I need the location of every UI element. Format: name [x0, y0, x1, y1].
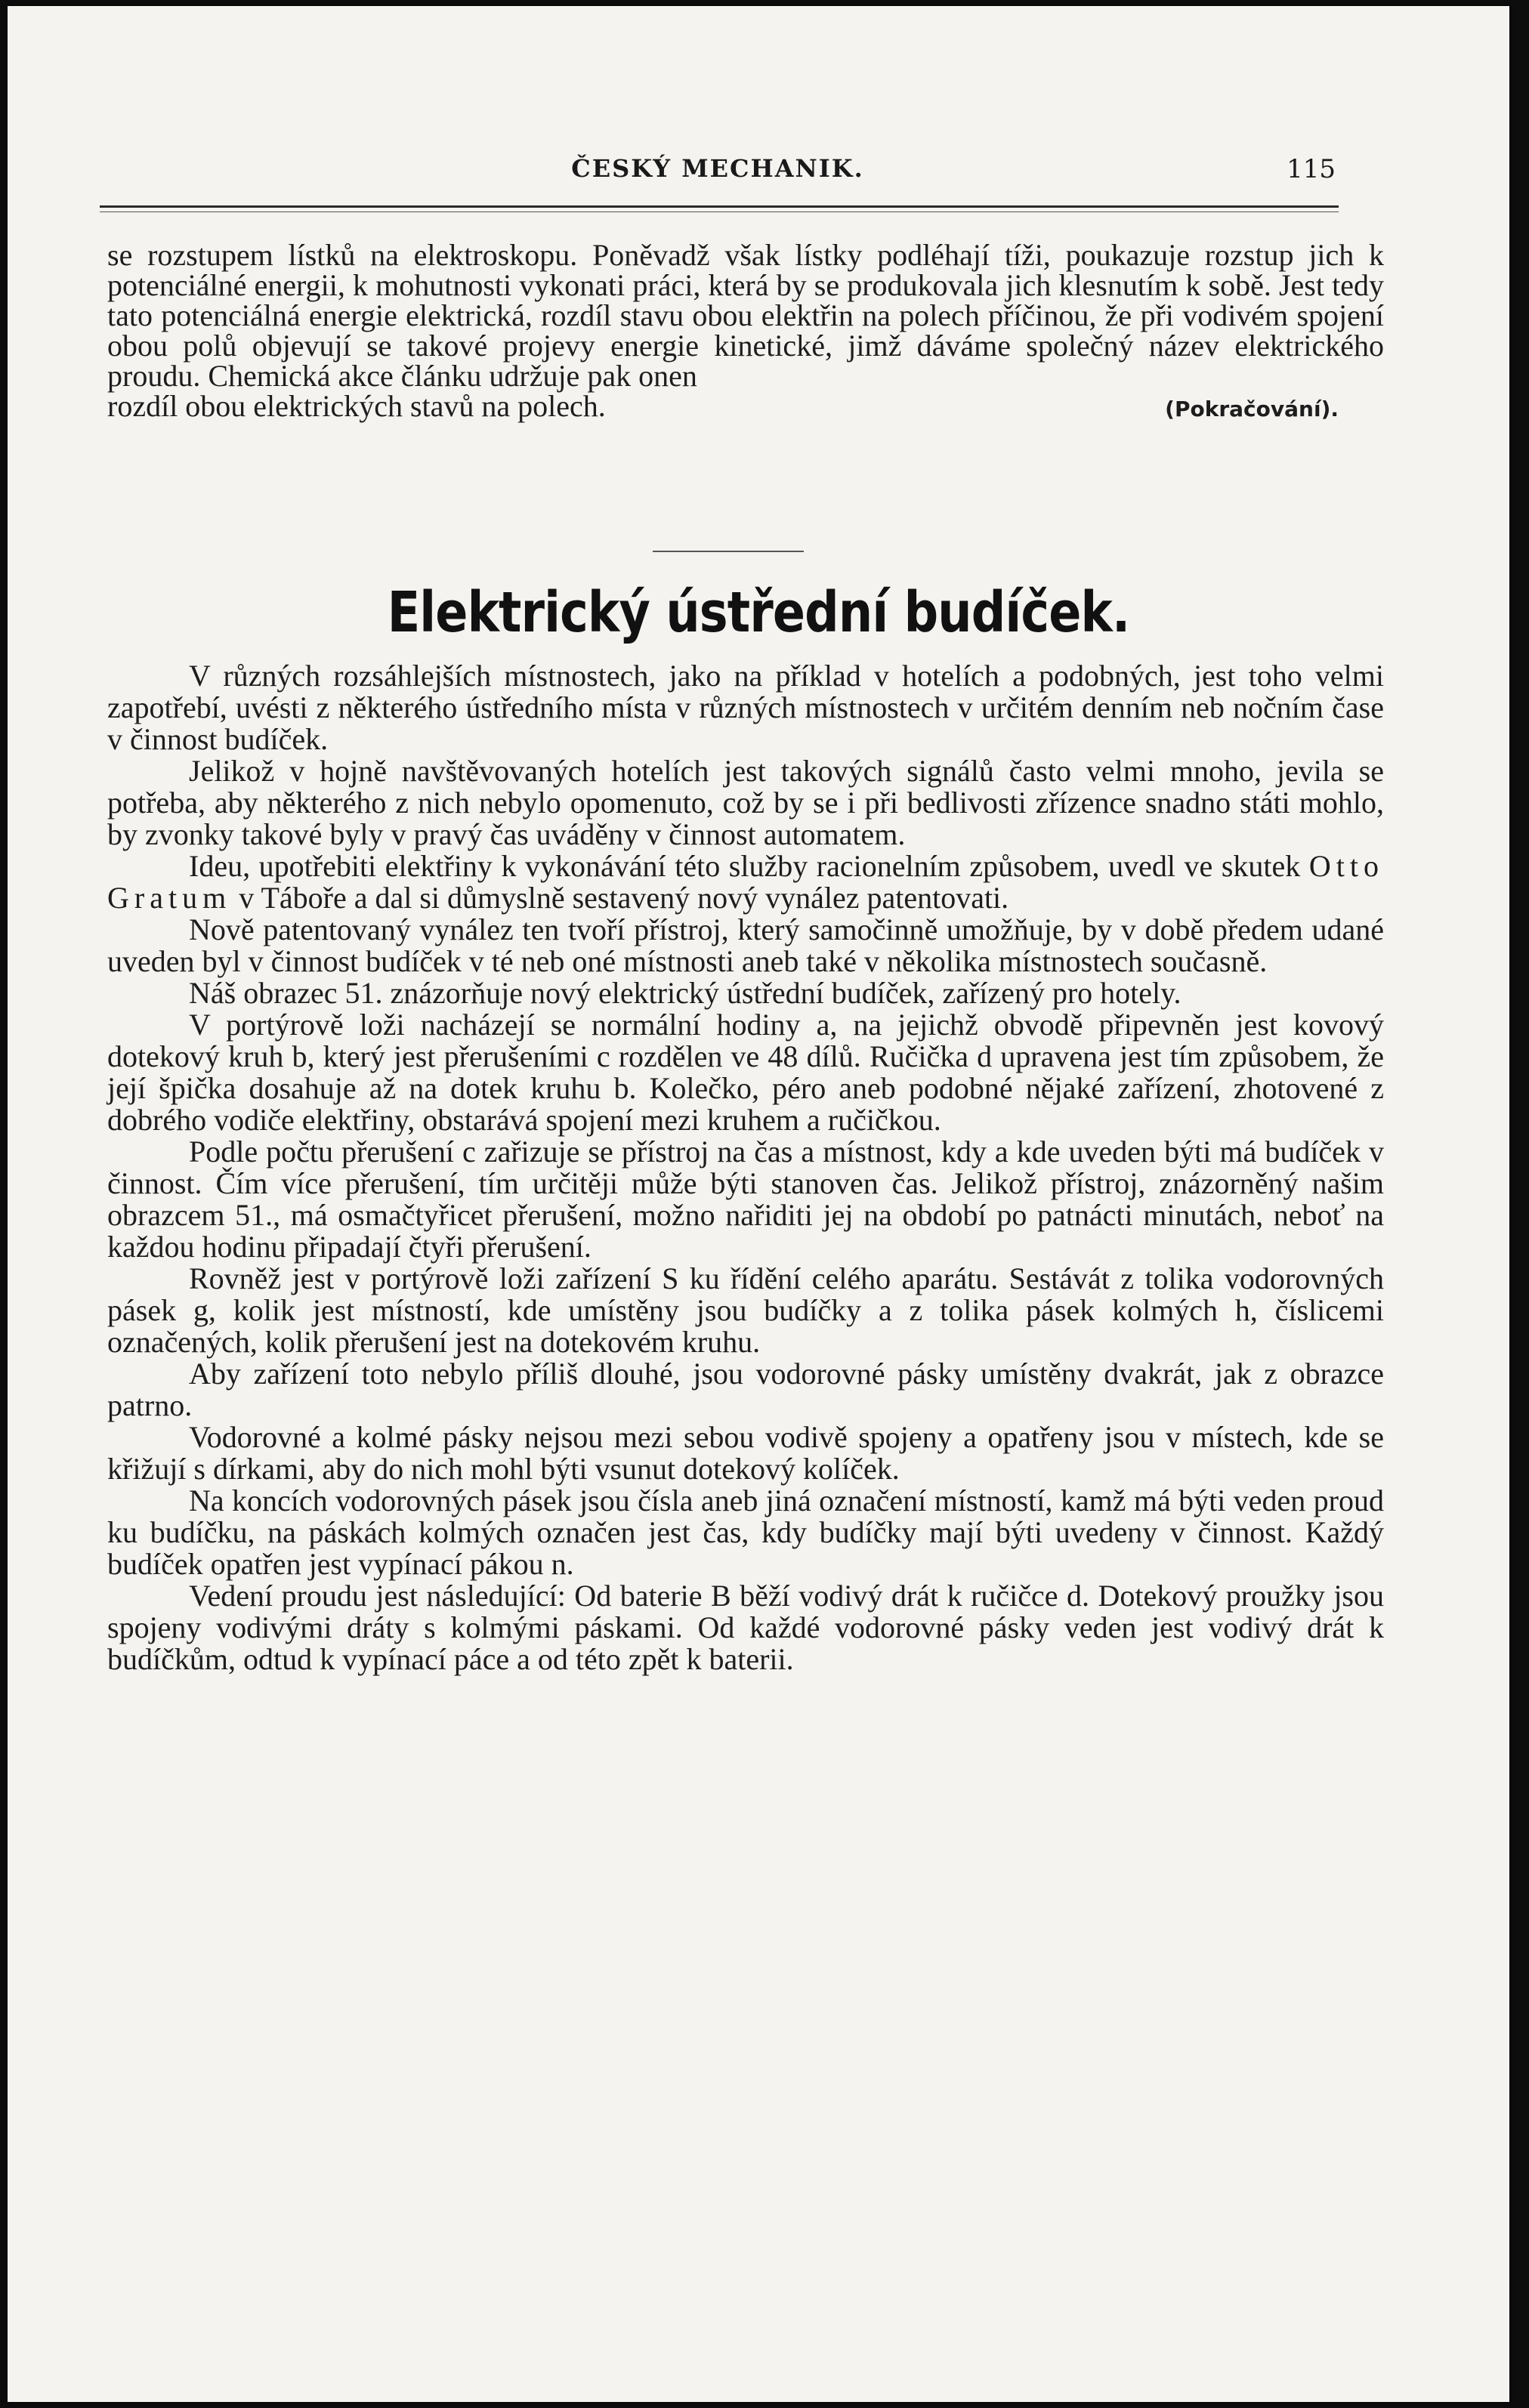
paragraph: Vedení proudu jest následující: Od baterie B běží vodivý drát k ručičce d. Dotekový proužky jsou spojeny vodivými dráty s kolmými páskami. Od každé vodorovné pásky veden jest vodivý drát k budíčkům, odtud k vypínací páce a od této zpět k baterii.	[107, 1579, 1384, 1676]
paragraph-text: v Táboře a dal si důmyslně sestavený nový vynález patentovati.	[239, 881, 1009, 915]
paragraph: Nově patentovaný vynález ten tvoří přístroj, který samočinně umožňuje, by v době předem udané uveden byl v činnost budíček v té neb oné místnosti aneb také v několika místnostech současně.	[107, 912, 1384, 978]
inventor-name: Otto Gratum	[107, 849, 1385, 915]
continued-text	[107, 240, 1384, 424]
paragraph: Na koncích vodorovných pásek jsou čísla aneb jiná označení místností, kamž má býti veden proud ku budíčku, na páskách kolmých označen jest čas, kdy budíčky mají býti uvedeny v činnost. Každý budíček opatřen jest vypínací pákou n.	[107, 1483, 1384, 1581]
section-separator	[653, 551, 804, 552]
paragraph: Podle počtu přerušení c zařizuje se přístroj na čas a místnost, kdy a kde uveden býti má budíček v činnost. Čím více přerušení, tím určitěji může býti stanoven čas. Jelikož přístroj, znázorněný našim obrazcem 51., má osmačtyřicet přerušení, možno nařiditi jej na období po patnácti minutách, neboť na každou hodinu připadají čtyři přerušení.	[107, 1135, 1384, 1264]
paragraph: Náš obrazec 51. znázorňuje nový elektrický ústřední budíček, zařízený pro hotely.	[189, 976, 1182, 1010]
paragraph: Vodorovné a kolmé pásky nejsou mezi sebou vodivě spojeny a opatřeny jsou v místech, kde se křižují s dírkami, aby do nich mohl býti vsunut dotekový kolíček.	[107, 1420, 1384, 1486]
paragraph-text: Ideu, upotřebiti elektřiny k vykonávání této služby racionelním způsobem, uvedl ve skutek	[189, 849, 1301, 883]
journal-title: ČESKÝ MECHANIK.	[571, 154, 864, 183]
paragraph	[107, 851, 1384, 914]
continued-tail-text: rozdíl obou elektrických stavů na polech.	[107, 389, 606, 423]
continuation-note: (Pokračování).	[1165, 397, 1339, 421]
paragraph: Aby zařízení toto nebylo příliš dlouhé, jsou vodorovné pásky umístěny dvakrát, jak z obrazce patrno.	[107, 1357, 1384, 1422]
continued-paragraph: se rozstupem lístků na elektroskopu. Poněvadž však lístky podléhají tíži, poukazuje rozstup jich k potenciálné energii, k mohutnosti vykonati práci, která by se produkovala jich klesnutím k sobě. Jest tedy tato potenciálná energie elektrická, rozdíl stavu obou elektřin na polech příčinou, že při vodivém spojení obou polů objevují se takové projevy energie kinetické, jimž dáváme společný název elektrického proudu. Chemická akce článku udržuje pak onen	[107, 238, 1384, 393]
paragraph: Jelikož v hojně navštěvovaných hotelích jest takových signálů často velmi mnoho, jevila se potřeba, aby některého z nich nebylo opomenuto, což by se i při bedlivosti zřízence snadno státi mohlo, by zvonky takové byly v pravý čas uváděny v činnost automatem.	[107, 754, 1384, 851]
book-page	[8, 6, 1509, 2402]
paragraph: V různých rozsáhlejších místnostech, jako na příklad v hotelích a podobných, jest toho velmi zapotřebí, uvésti z některého ústředního místa v různých místnostech v určitém denním neb nočním čase v činnost budíček.	[107, 659, 1384, 756]
continued-tail	[107, 391, 1384, 424]
header-rule-thin	[100, 211, 1339, 212]
page-number: 115	[1287, 154, 1336, 184]
article-body	[107, 660, 1384, 1675]
paragraph: Rovněž jest v portýrově loži zařízení S ku řídění celého aparátu. Sestávát z tolika vodorovných pásek g, kolik jest místností, kde umístěny jsou budíčky a z tolika pásek kolmých h, číslicemi označených, kolik přerušení jest na dotekovém kruhu.	[107, 1261, 1384, 1359]
header-rule-thick	[100, 205, 1339, 208]
running-header	[98, 154, 1337, 195]
article-title: Elektrický ústřední budíček.	[387, 580, 1130, 645]
paragraph: V portýrově loži nacházejí se normální hodiny a, na jejichž obvodě připevněn jest kovový dotekový kruh b, který jest přerušeními c rozdělen ve 48 dílů. Ručička d upravena jest tím způsobem, že její špička dosahuje až na dotek kruhu b. Kolečko, péro aneb podobné nějaké zařízení, zhotovené z dobrého vodiče elektřiny, obstarává spojení mezi kruhem a ručičkou.	[107, 1008, 1384, 1137]
